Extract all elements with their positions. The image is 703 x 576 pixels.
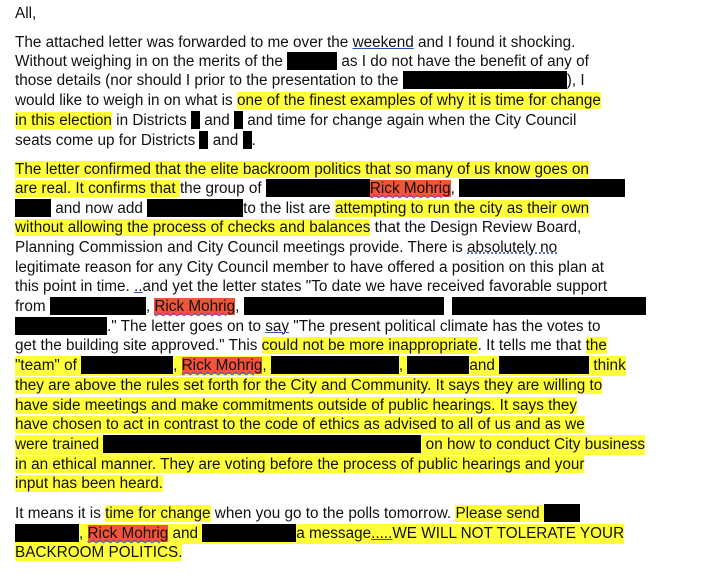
p2-line-7: this point in time. ..and yet the letter states "To date we have received favorable support: [15, 278, 608, 295]
p2-line-3: and now add to the list are attempting to run the city as their own: [15, 199, 589, 219]
highlighted-text: time for change: [105, 505, 211, 522]
redaction-bar: [452, 297, 646, 315]
grammar-marked-text: absolutely no: [467, 239, 558, 256]
p2-line-6: legitimate reason for any City Council member to have offered a position on this plan at: [15, 259, 604, 276]
highlighted-text: the: [585, 337, 607, 354]
grammar-marked-text: .....: [371, 525, 393, 542]
p2-line-8: from , Rick Mohrig,: [15, 297, 646, 317]
highlighted-text: they are above the rules set forth for the City and Community. It says they are willing to: [15, 377, 603, 394]
redaction-bar: [191, 111, 200, 129]
redaction-bar: [266, 179, 370, 197]
p1-line-5: in this election in Districts and and time for change again when the City Council: [15, 112, 577, 129]
highlighted-text: Please send: [455, 505, 544, 522]
p2-line-10: get the building site approved." This could not be more inappropriate. It tells me that the: [15, 337, 607, 354]
spelling-marked-word: weekend: [352, 34, 414, 51]
name-highlight: Rick Mohrig: [87, 525, 169, 542]
highlighted-text: one of the finest examples of why it is time for change: [236, 92, 601, 109]
p1-line-4: would like to weigh in on what is one of the finest examples of why it is time for change: [15, 92, 601, 109]
p2-line-5: Planning Commission and City Council meetings provide. There is absolutely no: [15, 239, 558, 256]
grammar-marked-text: say: [265, 318, 290, 335]
redaction-bar: [244, 297, 444, 315]
redaction-bar: [234, 111, 243, 129]
grammar-marked-text: ..: [134, 278, 143, 295]
p2-line-12: [15, 376, 602, 396]
greeting: All,: [15, 5, 37, 22]
redaction-bar: [499, 356, 589, 374]
highlighted-text: could not be more inappropriate: [261, 337, 478, 354]
p2-line-9: ." The letter goes on to say "The present political climate has the votes to: [15, 317, 601, 337]
p1-line-3: those details (nor should I prior to the presentation to the ), I: [15, 72, 585, 89]
p2-line-13: [15, 396, 577, 416]
p2-line-16: [15, 455, 584, 475]
p2-line-11: "team" of , Rick Mohrig, , and think: [15, 357, 626, 374]
highlighted-text: attempting to run the city as their own: [334, 200, 590, 217]
redaction-bar: [103, 435, 421, 453]
name-highlight: Rick Mohrig: [369, 180, 451, 197]
redaction-bar: [407, 356, 469, 374]
redaction-bar: [243, 131, 252, 149]
redaction-bar: [271, 356, 399, 374]
p3-line-2: , Rick Mohrig and a message.....WE WILL NOT TOLERATE YOUR: [15, 524, 624, 544]
name-highlight: Rick Mohrig: [181, 357, 263, 374]
redaction-bar: [202, 524, 296, 542]
p2-line-14: [15, 415, 585, 435]
highlighted-text: input has been heard.: [15, 475, 163, 492]
redaction-bar: [147, 199, 243, 217]
highlighted-text: BACKROOM POLITICS.: [15, 544, 183, 561]
p2-line-1: [15, 160, 589, 180]
redaction-bar: [15, 199, 51, 217]
redaction-bar: [50, 297, 146, 315]
highlighted-text: in an ethical manner. They are voting before the process of public hearings and your: [15, 456, 585, 473]
p1-line-2: Without weighing in on the merits of the as I do not have the benefit of any of: [15, 53, 589, 70]
p2-line-2: are real. It confirms that the group of Rick Mohrig,: [15, 179, 625, 199]
name-highlight: Rick Mohrig: [154, 298, 236, 315]
p1-line-1: The attached letter was forwarded to me over the weekend and I found it shocking.: [15, 34, 576, 51]
highlighted-text: The letter confirmed that the elite backroom politics that so many of us know goes on: [15, 161, 589, 178]
redaction-bar: [459, 179, 625, 197]
p1-line-6: seats come up for Districts and .: [15, 132, 256, 149]
redaction-bar: [15, 524, 79, 542]
redaction-bar: [544, 504, 580, 522]
p3-line-3: [15, 543, 182, 563]
highlighted-text: in this election: [15, 112, 112, 129]
highlighted-text: are real. It confirms that: [15, 180, 180, 197]
p2-line-17: [15, 474, 163, 494]
p2-line-15: were trained on how to conduct City business: [15, 436, 646, 453]
p3-line-1: It means it is time for change when you go to the polls tomorrow. Please send: [15, 504, 580, 524]
highlighted-text: without allowing the process of checks and balances: [15, 219, 371, 236]
redaction-bar: [81, 356, 173, 374]
highlighted-text: have side meetings and make commitments outside of public hearings. It says they: [15, 397, 578, 414]
redaction-bar: [15, 317, 107, 335]
redaction-bar: [287, 52, 337, 70]
redaction-bar: [403, 71, 567, 89]
highlighted-text: have chosen to act in contrast to the code of ethics as advised to all of us and as we: [15, 416, 585, 433]
p2-line-4: without allowing the process of checks and balances that the Design Review Board,: [15, 219, 582, 236]
